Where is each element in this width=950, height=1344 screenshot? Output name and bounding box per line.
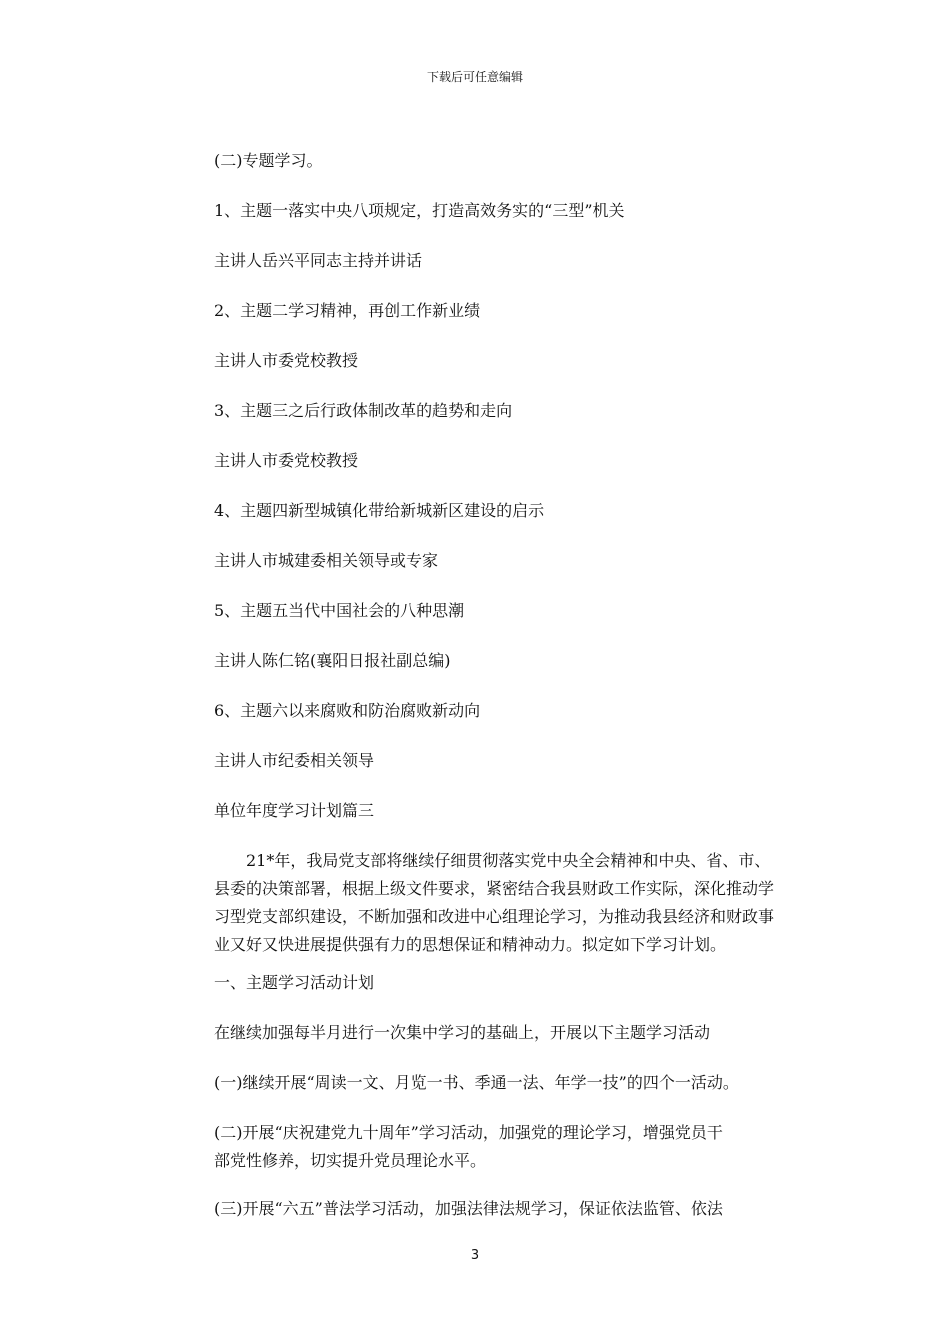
- plan-item-2-line-1: (二)开展“庆祝建党九十周年”学习活动，加强党的理论学习，增强党员干: [214, 1123, 723, 1142]
- plan-heading: 一、主题学习活动计划: [214, 973, 375, 992]
- intro-paragraph-line-2: 县委的决策部署，根据上级文件要求，紧密结合我县财政工作实际，深化推动学: [214, 879, 775, 898]
- topic-6: 6、主题六以来腐败和防治腐败新动向: [214, 701, 481, 720]
- section-heading: (二)专题学习。: [214, 151, 323, 170]
- speaker-3: 主讲人市委党校教授: [214, 451, 359, 470]
- speaker-5: 主讲人陈仁铭(襄阳日报社副总编): [214, 651, 451, 670]
- topic-5: 5、主题五当代中国社会的八种思潮: [214, 601, 465, 620]
- intro-paragraph-line-1: 21*年，我局党支部将继续仔细贯彻落实党中央全会精神和中央、省、市、: [246, 851, 771, 870]
- plan-intro: 在继续加强每半月进行一次集中学习的基础上，开展以下主题学习活动: [214, 1023, 711, 1042]
- plan-item-1: (一)继续开展“周读一文、月览一书、季通一法、年学一技”的四个一活动。: [214, 1073, 739, 1092]
- plan-item-2-line-2: 部党性修养，切实提升党员理论水平。: [214, 1151, 487, 1170]
- speaker-6: 主讲人市纪委相关领导: [214, 751, 375, 770]
- speaker-1: 主讲人岳兴平同志主持并讲话: [214, 251, 423, 270]
- speaker-4: 主讲人市城建委相关领导或专家: [214, 551, 439, 570]
- topic-4: 4、主题四新型城镇化带给新城新区建设的启示: [214, 501, 545, 520]
- intro-paragraph-line-4: 业又好又快进展提供强有力的思想保证和精神动力。拟定如下学习计划。: [214, 935, 727, 954]
- topic-1: 1、主题一落实中央八项规定，打造高效务实的“三型”机关: [214, 201, 625, 220]
- speaker-2: 主讲人市委党校教授: [214, 351, 359, 370]
- intro-paragraph-line-3: 习型党支部织建设，不断加强和改进中心组理论学习，为推动我县经济和财政事: [214, 907, 775, 926]
- topic-3: 3、主题三之后行政体制改革的趋势和走向: [214, 401, 513, 420]
- page-header: 下载后可任意编辑: [426, 70, 523, 84]
- section-title: 单位年度学习计划篇三: [214, 801, 375, 820]
- page-number: 3: [470, 1248, 480, 1263]
- plan-item-3-line-1: (三)开展“六五”普法学习活动，加强法律法规学习，保证依法监管、依法: [214, 1199, 723, 1218]
- topic-2: 2、主题二学习精神，再创工作新业绩: [214, 301, 481, 320]
